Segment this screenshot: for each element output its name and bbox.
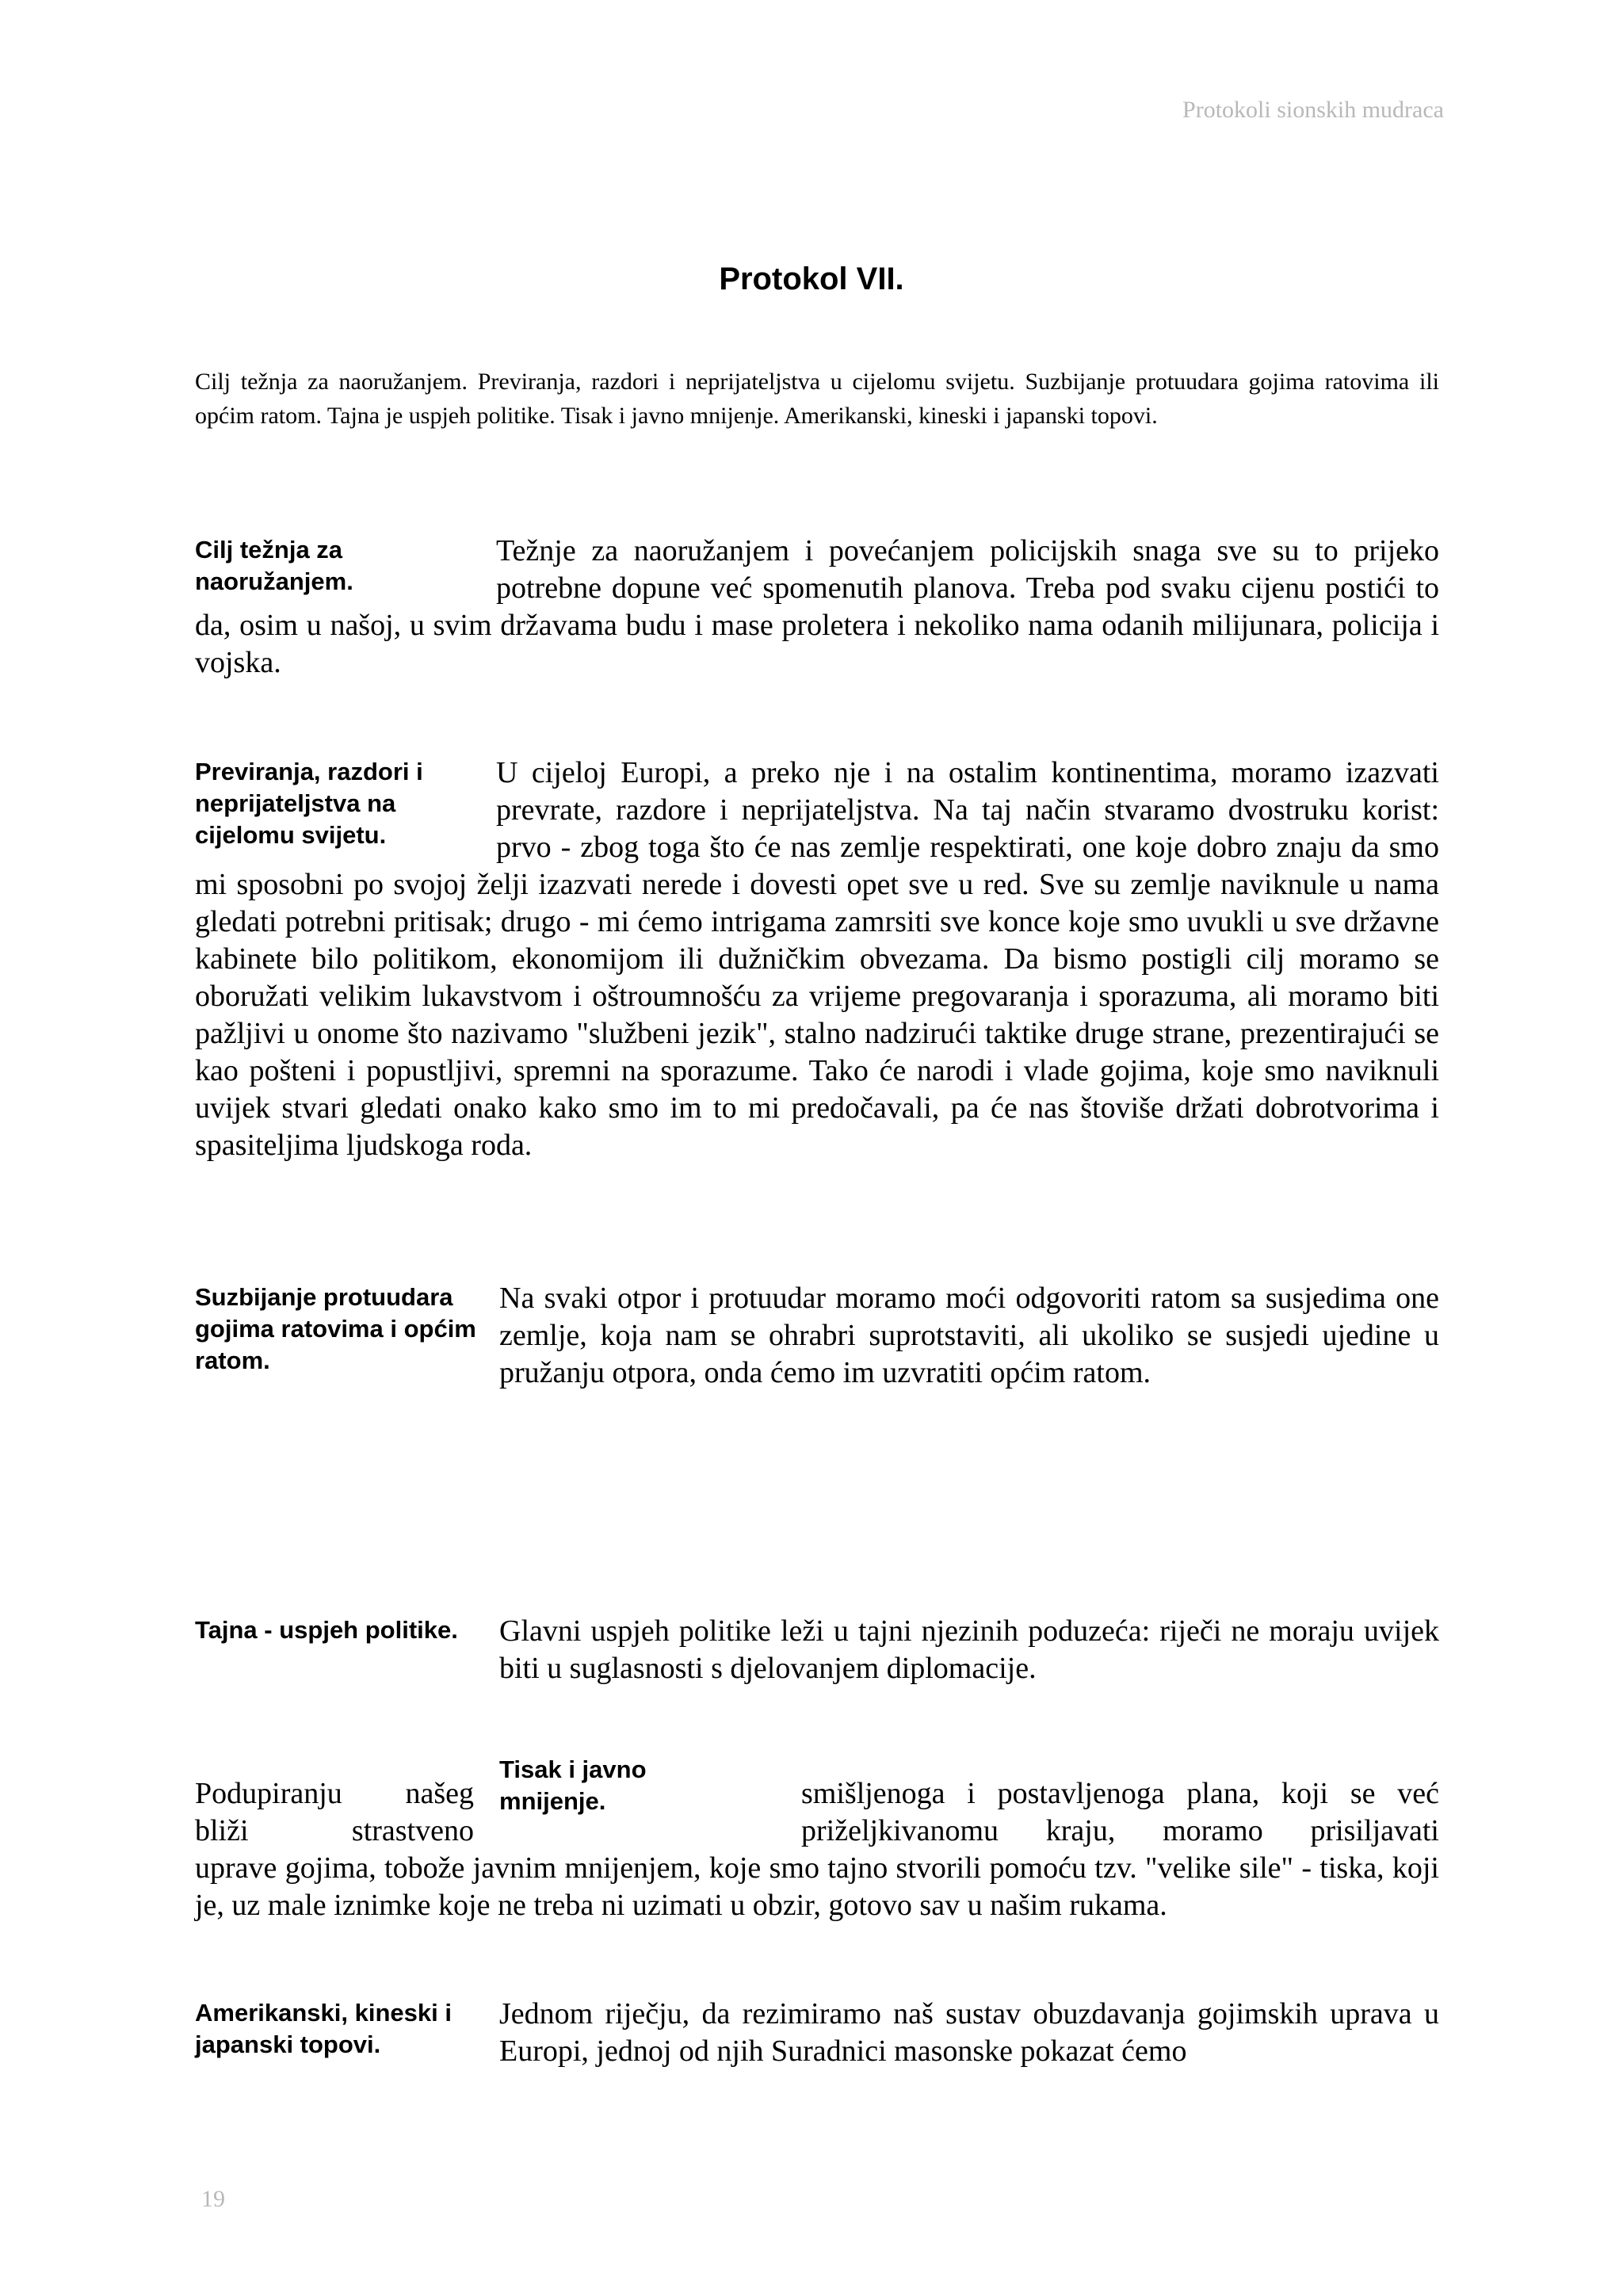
section-text: Jednom riječju, da rezimiramo naš sustav obuzdavanja gojimskih uprava u Europi, jednoj od njih Suradnici masonske pokazat ćemo [499, 1997, 1439, 2068]
chapter-summary: Cilj težnja za naoružanjem. Previranja, razdori i neprijateljstva u cijelomu svijetu. Suzbijanje protuudara gojima ratovima ili općim ratom. Tajna je uspjeh politike. Tisak i javno mnijenje. Amerikanski, kineski i japanski topovi. [195, 369, 1439, 429]
section-text: U cijeloj Europi, a preko nje i na ostalim kontinentima, moramo izazvati prevrate, razdore i neprijateljstva. Na taj način stvaramo dvostruku korist: prvo - zbog toga što će nas zemlje respektirati, one koje dobro znaju da smo mi sposobni po svojoj želji izazvati nerede i dovesti opet sve u red. Sve su zemlje naviknule u nama gledati potrebni pritisak; drugo - mi ćemo intrigama zamrsiti sve konce koje smo uvukli u sve državne kabinete bilo politikom, ekonomijom ili dužničkim obvezama. Da bismo postigli cilj moramo se oboružati velikim lukavstvom i oštroumnošću za vrijeme pregovaranja i sporazuma, ali moramo biti pažljivi u onome što nazivamo "službeni jezik", stalno nadzirući taktike druge strane, prezentirajući se kao pošteni i popustljivi, spremni na sporazume. Tako će narodi i vlade gojima, koje smo naviknuli uvijek stvari gledati onako kako smo im to mi predočavali, pa će nas štoviše držati dobrotvorima i spasiteljima ljudskoga roda. [195, 756, 1439, 1162]
page-title: Protokol VII. [719, 262, 904, 296]
margin-heading: Tisak i javno mnijenje. [499, 1755, 647, 1815]
section-text: Na svaki otpor i protuudar moramo moći odgovoriti ratom sa susjedima one zemlje, koja nam se ohrabri suprotstaviti, ali ukoliko se susjedi ujedine u pružanju otpora, onda ćemo im uzvratiti općim ratom. [499, 1282, 1439, 1389]
margin-heading: Suzbijanje protuudara gojima ratovima i općim ratom. [195, 1283, 476, 1374]
running-header: Protokoli sionskih mudraca [1182, 97, 1444, 123]
section-press [195, 1775, 1439, 1924]
page-number: 19 [201, 2186, 225, 2212]
right-column-line: smišljenoga i postavljenoga plana, koji se već [801, 1777, 1439, 1810]
section-counterstrike [195, 1280, 1439, 1392]
section-secret [195, 1613, 1439, 1687]
section-text: uprave gojima, tobože javnim mnijenjem, koje smo tajno stvorili pomoću tzv. "velike sile" - tiska, koji je, uz male iznimke koje ne treba ni uzimati u obzir, gotovo sav u našim rukama. [195, 1851, 1439, 1922]
section-text: Glavni uspjeh politike leži u tajni njezinih poduzeća: riječi ne moraju uvijek biti u suglasnosti s djelovanjem diplomacije. [499, 1614, 1439, 1685]
section-armament [195, 533, 1439, 682]
left-column-line: bliži strastveno [195, 1814, 474, 1847]
right-column-line: priželjkivanomu kraju, moramo prisiljavati [801, 1814, 1439, 1847]
left-column-line: Podupiranju našeg [195, 1777, 474, 1810]
section-cannons [195, 1996, 1439, 2070]
section-unrest [195, 755, 1439, 1164]
section-text: Težnje za naoružanjem i povećanjem policijskih snaga sve su to prijeko potrebne dopune već spomenutih planova. Treba pod svaku cijenu postići to da, osim u našoj, u svim državama budu i mase proletera i nekoliko nama odanih milijunara, policija i vojska. [195, 534, 1439, 679]
margin-heading: Cilj težnja za naoružanjem. [195, 536, 353, 595]
margin-heading: Tajna - uspjeh politike. [195, 1616, 458, 1644]
margin-heading: Previranja, razdori i neprijateljstva na cijelomu svijetu. [195, 758, 423, 849]
margin-heading: Amerikanski, kineski i japanski topovi. [195, 1999, 452, 2058]
